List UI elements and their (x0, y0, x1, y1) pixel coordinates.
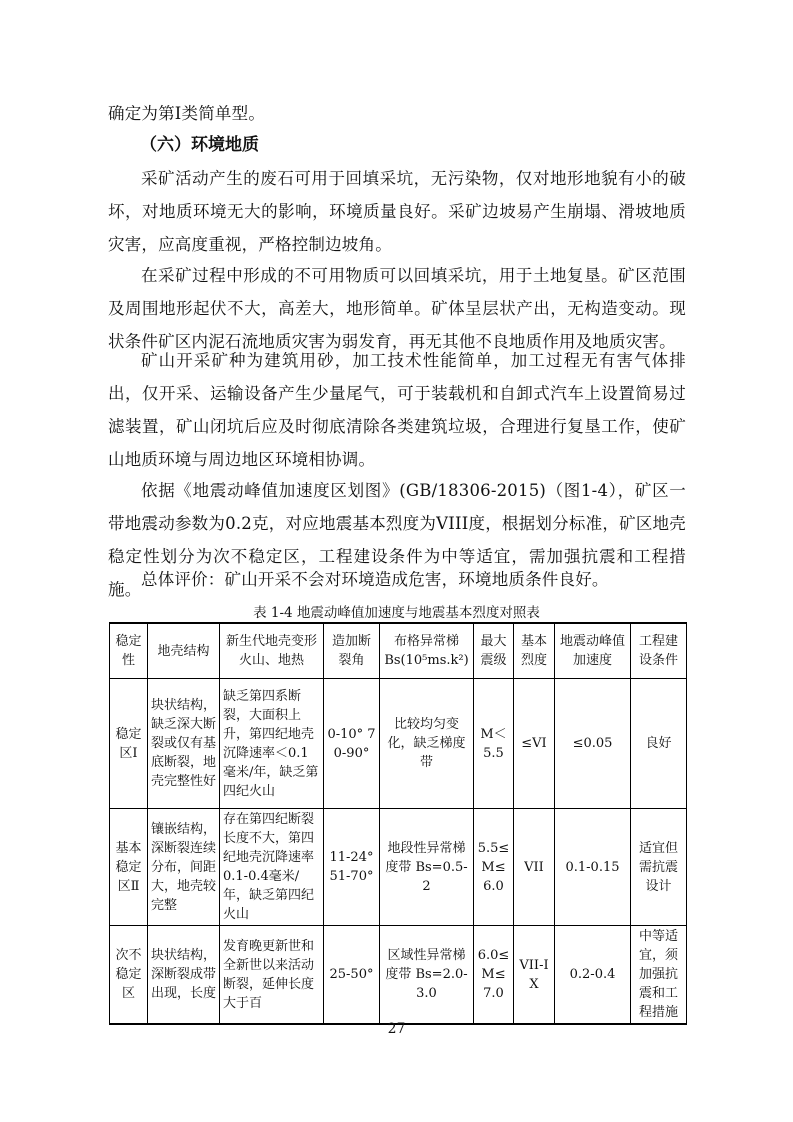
header-acceleration: 地震动峰值加速度 (555, 623, 631, 679)
cell-deformation: 发育晚更新世和全新世以来活动断裂，延伸长度大于百 (220, 926, 324, 1025)
cell-deformation: 存在第四纪断裂长度不大，第四纪地壳沉降速率 0.1-0.4毫米/年，缺乏第四纪火山 (220, 809, 324, 926)
header-condition: 工程建设条件 (631, 623, 687, 679)
cell-stability: 基本稳定区Ⅱ (110, 809, 148, 926)
table-row (110, 809, 687, 926)
paragraph-continuation: 确定为第Ⅰ类简单型。 (108, 104, 266, 123)
header-crust: 地壳结构 (148, 623, 220, 679)
cell-acceleration: ≤0.05 (555, 679, 631, 809)
cell-bouguer: 比较均匀变化，缺乏梯度带 (380, 679, 474, 809)
cell-acceleration: 0.1-0.15 (555, 809, 631, 926)
cell-condition: 适宜但需抗震设计 (631, 809, 687, 926)
cell-bouguer: 区域性异常梯度带 Bs=2.0-3.0 (380, 926, 474, 1025)
table-row (110, 926, 687, 1025)
header-magnitude: 最大震级 (474, 623, 514, 679)
cell-condition: 良好 (631, 679, 687, 809)
cell-fault-angle: 11-24° 51-70° (324, 809, 380, 926)
cell-condition: 中等适宜，须加强抗震和工程措施 (631, 926, 687, 1025)
seismic-table (109, 622, 687, 1025)
header-bouguer-line1: 布格异常梯 (393, 634, 459, 649)
header-intensity: 基本烈度 (514, 623, 555, 679)
header-deformation: 新生代地壳变形火山、地热 (220, 623, 324, 679)
cell-magnitude: 5.5≤M≤6.0 (474, 809, 514, 926)
cell-magnitude: 6.0≤M≤7.0 (474, 926, 514, 1025)
cell-crust: 块状结构，深断裂成带出现，长度 (148, 926, 220, 1025)
cell-intensity: VII (514, 809, 555, 926)
table-header-row (110, 623, 687, 679)
paragraph-mining-process: 矿山开采矿种为建筑用砂，加工技术性能简单，加工过程无有害气体排出，仅开采、运输设备产生少量尾气，可于装载机和自卸式汽车上设置简易过滤装置，矿山闭坑后应及时彻底清除各类建筑垃圾，合理进行复垦工作，使矿山地质环境与周边地区环境相协调。 (108, 351, 686, 469)
table-caption: 表 1-4 地震动峰值加速度与地震基本烈度对照表 (253, 605, 540, 621)
header-bouguer (380, 623, 474, 679)
cell-acceleration: 0.2-0.4 (555, 926, 631, 1025)
cell-magnitude: M＜5.5 (474, 679, 514, 809)
paragraph-waste-rock: 采矿活动产生的废石可用于回填采坑，无污染物，仅对地形地貌有小的破坏，对地质环境无大的影响，环境质量良好。采矿边坡易产生崩塌、滑坡地质灾害，应高度重视，严格控制边坡角。 (108, 169, 686, 254)
paragraph-seismic: 依据《地震动峰值加速度区划图》(GB/18306-2015)（图1-4），矿区一带地震动参数为0.2克，对应地震基本烈度为VIII度，根据划分标准，矿区地壳稳定性划分为次不稳定区，工程建设条件为中等适宜，需加强抗震和工程措施。 (108, 481, 686, 599)
page-number: 27 (387, 1021, 406, 1037)
table-row (110, 679, 687, 809)
cell-crust: 块状结构，缺乏深大断裂或仅有基底断裂，地壳完整性好 (148, 679, 220, 809)
header-fault-angle: 造加断裂角 (324, 623, 380, 679)
cell-bouguer: 地段性异常梯度带 Bs=0.5-2 (380, 809, 474, 926)
cell-fault-angle: 25-50° (324, 926, 380, 1025)
header-stability: 稳定性 (110, 623, 148, 679)
paragraph-reclamation: 在采矿过程中形成的不可用物质可以回填采坑，用于土地复垦。矿区范围及周围地形起伏不大，高差大，地形简单。矿体呈层状产出，无构造变动。现状条件矿区内泥石流地质灾害为弱发育，再无其他不良地质作用及地质灾害。 (108, 266, 686, 351)
header-bouguer-line2: Bs(10⁵ms.k²) (384, 653, 469, 668)
section-heading: （六）环境地质 (140, 135, 259, 155)
cell-stability: 稳定区Ⅰ (110, 679, 148, 809)
cell-intensity: ≤VI (514, 679, 555, 809)
cell-deformation: 缺乏第四系断裂，大面积上升，第四纪地壳沉降速率＜0.1毫米/年，缺乏第四纪火山 (220, 679, 324, 809)
paragraph-evaluation: 总体评价：矿山开采不会对环境造成危害，环境地质条件良好。 (141, 570, 609, 589)
cell-crust: 镶嵌结构，深断裂连续分布，间距大，地壳较完整 (148, 809, 220, 926)
cell-fault-angle: 0-10° 70-90° (324, 679, 380, 809)
cell-stability: 次不稳定区 (110, 926, 148, 1025)
cell-intensity: VII-IX (514, 926, 555, 1025)
